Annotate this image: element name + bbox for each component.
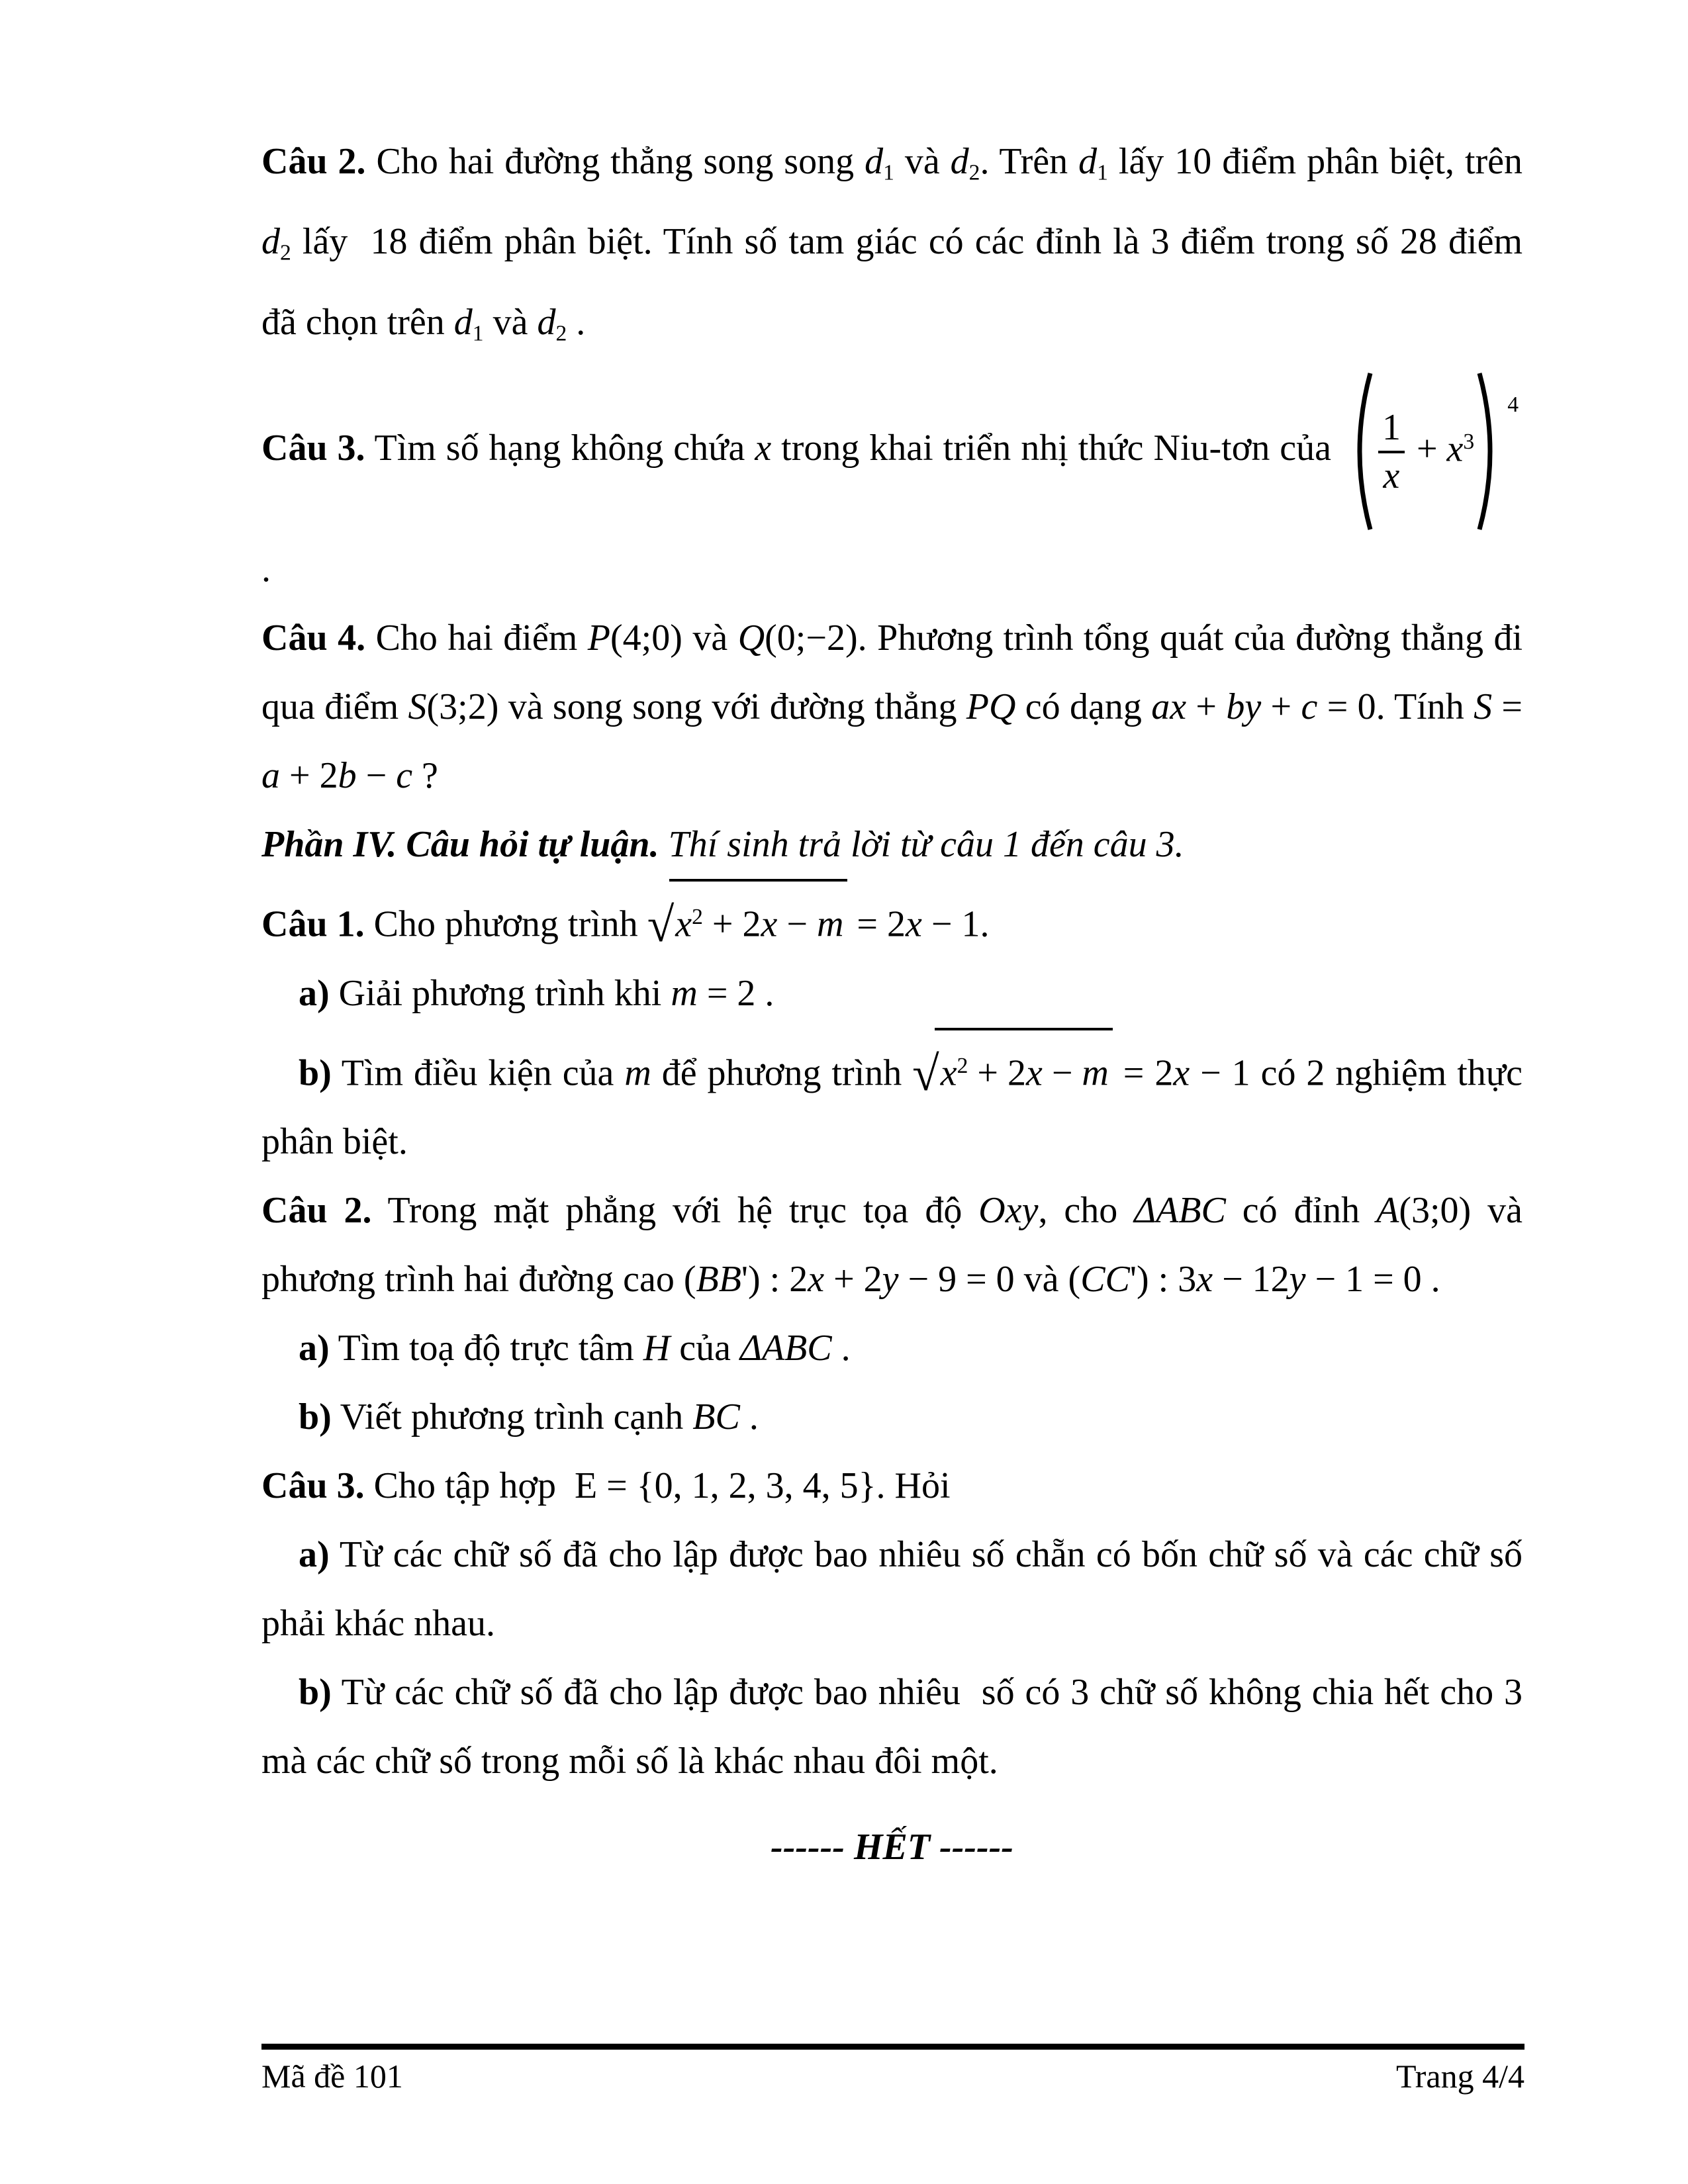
text-run: (3;0) — [1399, 1190, 1472, 1232]
text-run: . Trên — [980, 141, 1079, 182]
text-run: c — [396, 755, 413, 797]
text-run: x — [755, 428, 772, 469]
text-run: − — [356, 755, 397, 797]
text-run: d — [261, 221, 280, 263]
text-run: x — [1173, 1052, 1190, 1094]
question-tuluan-cau3 — [261, 1451, 1523, 1520]
text-run: , cho — [1038, 1190, 1135, 1232]
text-run: . — [739, 1396, 759, 1438]
text-run: d — [453, 301, 473, 343]
text-run: m — [816, 903, 844, 945]
text-run: Cho hai điểm — [365, 617, 588, 659]
text-run: d — [950, 141, 969, 182]
text-run: x — [1383, 455, 1400, 497]
radicand — [935, 1028, 1113, 1107]
question-cau3-part3 — [261, 368, 1523, 604]
text-run: 2 — [968, 160, 980, 185]
text-run: A — [1376, 1190, 1399, 1232]
text-run: để phương trình — [651, 1052, 913, 1094]
text-run: d — [1078, 141, 1098, 182]
text-run: − 1 có 2 nghiệm thực phân biệt. — [261, 1052, 1523, 1163]
text-run: và — [894, 141, 951, 182]
text-run: x — [906, 903, 922, 945]
parenthesized-expression — [1345, 368, 1519, 535]
item-b-tuluan-cau1 — [261, 1028, 1523, 1176]
text-run: = 2 — [847, 903, 906, 945]
text-run: b) — [299, 1396, 332, 1438]
text-run: Câu 2. — [261, 1190, 372, 1232]
text-run: . — [261, 549, 271, 590]
text-run: Câu 1. — [261, 903, 365, 945]
text-run: Câu 4. — [261, 617, 366, 659]
text-run: BB — [696, 1259, 741, 1300]
radical-sign: √ — [912, 1046, 939, 1101]
text-run: và — [483, 301, 538, 343]
text-run: 2 — [692, 905, 703, 930]
text-run: Tìm toạ độ trực tâm — [329, 1328, 643, 1369]
text-run: x — [1025, 1052, 1043, 1094]
text-run: Tìm số hạng không chứa — [365, 428, 755, 469]
text-run: a) — [299, 1534, 330, 1576]
text-run: (4;0) — [610, 617, 682, 659]
text-run: và song song với đường thẳng — [498, 686, 966, 728]
text-run: + 2 — [702, 903, 761, 945]
text-run: y — [1289, 1259, 1306, 1300]
fraction-bar — [1378, 451, 1405, 453]
text-run: Phần IV. Câu hỏi tự luận. — [261, 824, 659, 866]
text-run: . Phương trình tổng quát của đường thẳng đi qua điểm — [261, 617, 1523, 728]
text-run: = 0. Tính — [1317, 686, 1474, 728]
text-run: x — [940, 1052, 957, 1094]
document-body — [261, 127, 1523, 1882]
text-run: + — [1407, 428, 1447, 469]
text-run: − 1 = 0 . — [1305, 1259, 1440, 1300]
text-run: Câu 3. — [261, 1465, 365, 1507]
text-run: = — [1492, 686, 1523, 728]
text-run: có đỉnh — [1225, 1190, 1377, 1232]
text-run: y — [882, 1259, 899, 1300]
text-run: và — [682, 617, 738, 659]
text-run: S — [1474, 686, 1493, 728]
text-run: có dạng — [1015, 686, 1152, 728]
radicand — [669, 879, 847, 958]
text-run: Oxy — [978, 1190, 1039, 1232]
text-run: Từ các chữ số đã cho lập được bao nhiêu số chẵn có bốn chữ số và các chữ số phải khác nhau. — [261, 1534, 1523, 1645]
text-run: b — [338, 755, 357, 797]
text-run: = 2 . — [697, 972, 774, 1014]
text-run: + — [1186, 686, 1227, 728]
section-heading-phan-iv — [261, 810, 1523, 879]
text-run: Cho tập hợp E = {0, 1, 2, 3, 4, 5}. Hỏi — [364, 1465, 951, 1507]
text-run: Câu 3. — [261, 428, 365, 469]
text-run: 3 — [1463, 429, 1475, 454]
text-run: = 2 — [1112, 1052, 1174, 1094]
end-mark: ------ HẾT ------ — [771, 1827, 1013, 1868]
text-run: 1 — [1097, 160, 1108, 185]
text-run: m — [624, 1052, 651, 1094]
text-run: 1 — [1382, 407, 1401, 449]
item-a-tuluan-cau2 — [261, 1314, 1523, 1383]
text-run: ( — [683, 1259, 696, 1300]
text-run: 2 — [555, 321, 567, 346]
text-run: b) — [299, 1052, 332, 1094]
text-run: a — [261, 755, 280, 797]
text-run: x — [761, 903, 778, 945]
text-run: Thí sinh trả lời từ câu 1 đến câu 3. — [659, 824, 1184, 866]
fence-inner — [1374, 408, 1476, 496]
question-cau2-part3 — [261, 127, 1523, 368]
text-run: lấy 18 điểm phân biệt. Tính số tam giác có các đỉnh là 3 điểm trong số 28 điểm đã chọn trên — [261, 221, 1523, 343]
text-run: m — [1082, 1052, 1109, 1094]
text-run: by — [1226, 686, 1262, 728]
text-run: − 12 — [1213, 1259, 1289, 1300]
text-run: x — [675, 903, 692, 945]
text-run: − — [777, 903, 817, 945]
fraction — [1378, 408, 1405, 496]
text-run: − 1. — [921, 903, 990, 945]
text-run: PQ — [966, 686, 1016, 728]
text-run: x — [808, 1259, 825, 1300]
text-run: lấy 10 điểm phân biệt, trên — [1107, 141, 1523, 182]
text-run: . — [567, 301, 586, 343]
text-run: + — [1261, 686, 1301, 728]
question-tuluan-cau2 — [261, 1176, 1523, 1314]
text-run: 2 — [957, 1053, 968, 1078]
text-run: c — [1301, 686, 1318, 728]
text-run: (0;−2) — [765, 617, 858, 659]
text-run: ') : 2 — [741, 1259, 808, 1300]
text-run: a) — [299, 1328, 330, 1369]
text-run: ( — [1068, 1259, 1081, 1300]
text-run: . — [831, 1328, 851, 1369]
text-run: Cho phương trình — [364, 903, 647, 945]
text-run: S — [408, 686, 427, 728]
text-run: và phương trình hai đường cao — [261, 1190, 1523, 1300]
text-run: ax — [1151, 686, 1187, 728]
text-run: CC — [1080, 1259, 1130, 1300]
text-run: trong khai triển nhị thức Niu-tơn của — [771, 428, 1341, 469]
question-tuluan-cau1 — [261, 879, 1523, 958]
text-run: x — [1196, 1259, 1213, 1300]
text-run: 2 — [280, 240, 291, 265]
text-run: Cho hai đường thẳng song song — [365, 141, 865, 182]
sqrt-expression — [647, 879, 848, 958]
text-run: + 2 — [280, 755, 338, 797]
text-run: ') : 3 — [1129, 1259, 1197, 1300]
text-run: P — [587, 617, 610, 659]
sqrt-expression — [912, 1028, 1113, 1107]
radical-sign: √ — [647, 897, 675, 952]
page-number: Trang 4/4 — [1395, 2058, 1524, 2095]
text-run: 1 — [472, 321, 484, 346]
text-run: − — [1042, 1052, 1082, 1094]
text-run: Trong mặt phẳng với hệ trục tọa độ — [371, 1190, 979, 1232]
page-footer — [261, 2044, 1524, 2095]
item-a-tuluan-cau1 — [261, 959, 1523, 1028]
text-run: a) — [299, 972, 330, 1014]
fraction-numerator — [1378, 408, 1405, 447]
text-run: H — [643, 1328, 671, 1369]
text-run: Tìm điều kiện của — [331, 1052, 625, 1094]
fence-exponent: 4 — [1507, 392, 1519, 418]
text-run: 1 — [883, 160, 894, 185]
text-run: BC — [692, 1396, 740, 1438]
exam-code: Mã đề 101 — [261, 2058, 403, 2095]
fraction-denominator — [1380, 457, 1404, 496]
text-run: m — [671, 972, 698, 1014]
text-run: Q — [737, 617, 765, 659]
text-run: b) — [299, 1672, 332, 1713]
left-paren-icon — [1345, 368, 1374, 535]
text-run: x — [1446, 428, 1464, 469]
text-run: ? — [412, 755, 438, 797]
text-run: Từ các chữ số đã cho lập được bao nhiêu số có 3 chữ số không chia hết cho 3 mà các chữ số trong mỗi số là khác nhau đôi một. — [261, 1672, 1523, 1782]
item-b-tuluan-cau2 — [261, 1383, 1523, 1451]
text-run: Giải phương trình khi — [329, 972, 671, 1014]
text-run: của — [670, 1328, 740, 1369]
text-run: d — [537, 301, 556, 343]
text-run: Câu 2. — [261, 141, 366, 182]
text-run: + 2 — [824, 1259, 882, 1300]
text-run: (3;2) — [426, 686, 499, 728]
item-b-tuluan-cau3 — [261, 1658, 1523, 1796]
right-paren-icon — [1476, 368, 1505, 535]
text-run: ΔABC — [1134, 1190, 1226, 1232]
question-cau4-part3 — [261, 604, 1523, 810]
text-run: ΔABC — [739, 1328, 832, 1369]
text-run: + 2 — [968, 1052, 1026, 1094]
text-run: d — [865, 141, 884, 182]
text-run: − 9 = 0 và — [898, 1259, 1068, 1300]
item-a-tuluan-cau3 — [261, 1520, 1523, 1658]
text-run: Viết phương trình cạnh — [331, 1396, 693, 1438]
